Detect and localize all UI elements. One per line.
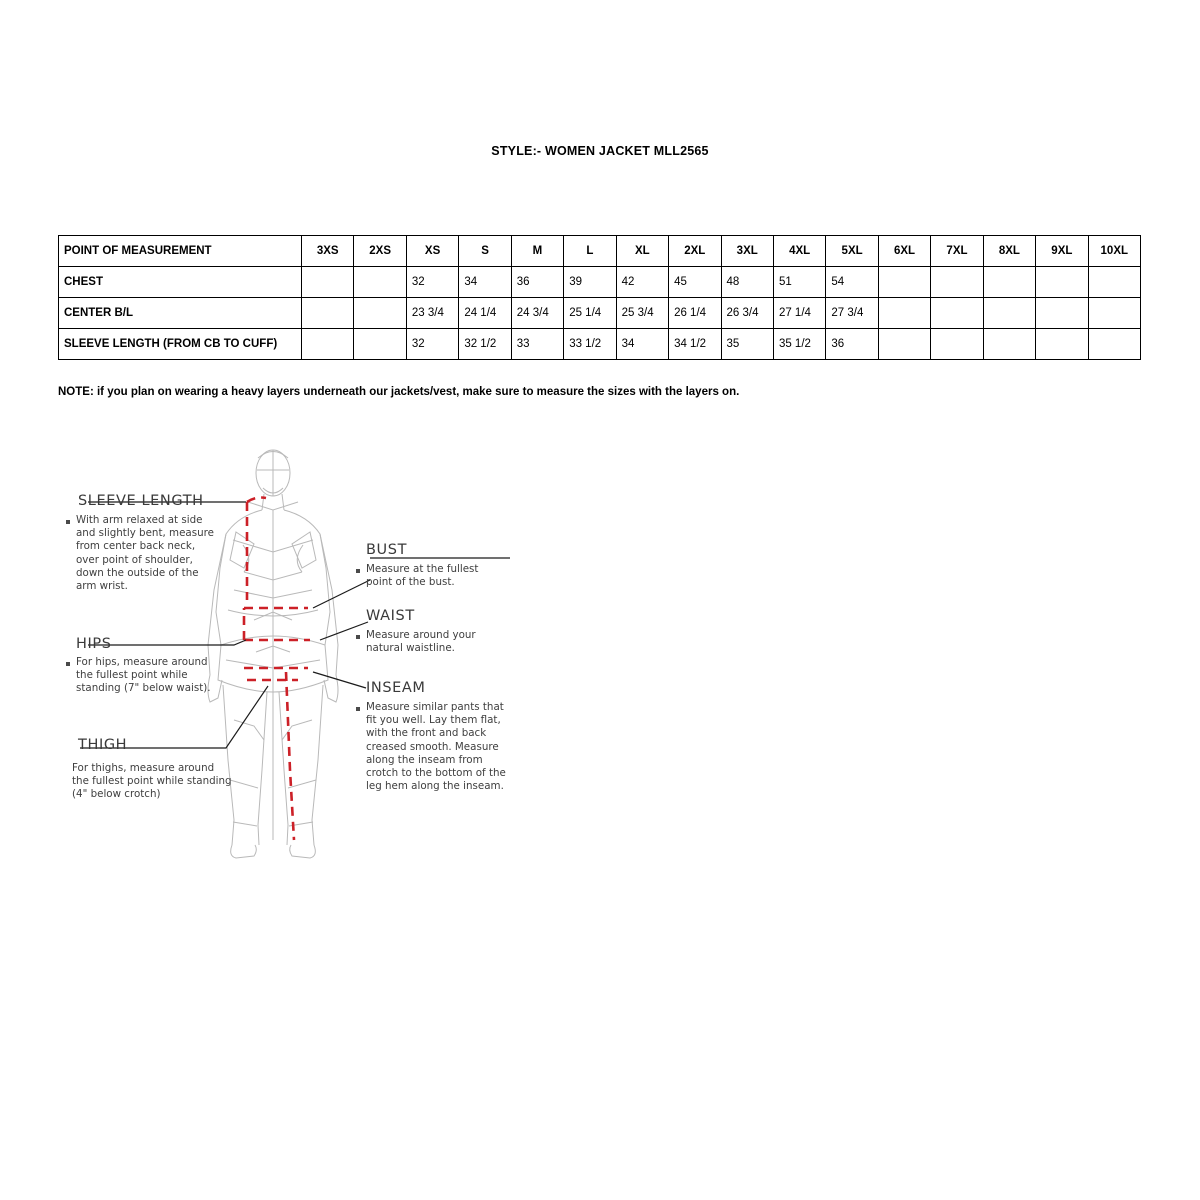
column-header-size: XS — [406, 236, 458, 267]
table-cell — [931, 267, 983, 298]
table-cell — [983, 298, 1035, 329]
table-row — [59, 267, 1141, 298]
measurement-guide-figure — [58, 440, 578, 870]
column-header-size: S — [459, 236, 511, 267]
table-cell: 36 — [826, 329, 878, 360]
table-cell — [354, 267, 406, 298]
table-cell — [878, 267, 930, 298]
table-row — [59, 329, 1141, 360]
table-cell: 54 — [826, 267, 878, 298]
column-header-size: L — [564, 236, 616, 267]
column-header-size: 4XL — [773, 236, 825, 267]
bullet-icon — [66, 520, 70, 524]
table-cell: 34 — [459, 267, 511, 298]
column-header-size: 10XL — [1088, 236, 1140, 267]
size-chart-note: NOTE: if you plan on wearing a heavy layers underneath our jackets/vest, make sure to measure the sizes with the layers on. — [58, 386, 740, 398]
table-cell — [931, 298, 983, 329]
table-cell — [983, 329, 1035, 360]
bullet-icon — [356, 707, 360, 711]
column-header-size: 2XL — [669, 236, 721, 267]
table-cell: 26 3/4 — [721, 298, 773, 329]
column-header-size: M — [511, 236, 563, 267]
table-cell: 25 1/4 — [564, 298, 616, 329]
table-header-row — [59, 236, 1141, 267]
callout-heading-bust: BUST — [366, 542, 408, 558]
callout-body-inseam: Measure similar pants that fit you well. Lay them flat, with the front and back creased smooth. Measure along the inseam from crotch to the bottom of the leg hem along the inseam. — [366, 701, 506, 793]
size-chart-table-wrapper — [58, 235, 1141, 360]
table-cell — [1088, 329, 1140, 360]
table-cell — [354, 329, 406, 360]
callout-heading-thigh: THIGH — [78, 737, 128, 753]
table-cell — [983, 267, 1035, 298]
table-cell: 25 3/4 — [616, 298, 668, 329]
page-title: STYLE:- WOMEN JACKET MLL2565 — [491, 144, 709, 158]
size-chart-table — [58, 235, 1141, 360]
column-header-point-of-measurement: POINT OF MEASUREMENT — [59, 236, 302, 267]
table-cell — [1036, 267, 1088, 298]
table-cell: 39 — [564, 267, 616, 298]
column-header-size: XL — [616, 236, 668, 267]
column-header-size: 8XL — [983, 236, 1035, 267]
table-cell: 34 — [616, 329, 668, 360]
table-cell — [1088, 267, 1140, 298]
table-cell — [878, 298, 930, 329]
column-header-size: 3XL — [721, 236, 773, 267]
table-cell: 32 — [406, 329, 458, 360]
column-header-size: 2XS — [354, 236, 406, 267]
table-cell: 34 1/2 — [669, 329, 721, 360]
table-cell: 45 — [669, 267, 721, 298]
table-cell — [931, 329, 983, 360]
table-cell — [1036, 329, 1088, 360]
table-cell: 32 1/2 — [459, 329, 511, 360]
callout-heading-inseam: INSEAM — [366, 680, 426, 696]
table-cell — [302, 298, 354, 329]
table-cell: 35 — [721, 329, 773, 360]
table-cell: 26 1/4 — [669, 298, 721, 329]
table-cell — [1036, 298, 1088, 329]
leader-inseam-connector — [313, 672, 366, 688]
table-cell: 36 — [511, 267, 563, 298]
bullet-icon — [66, 662, 70, 666]
table-row — [59, 298, 1141, 329]
table-cell: 23 3/4 — [406, 298, 458, 329]
callout-heading-hips: HIPS — [76, 636, 112, 652]
column-header-size: 6XL — [878, 236, 930, 267]
callout-heading-sleeve-length: SLEEVE LENGTH — [78, 493, 204, 509]
column-header-size: 3XS — [302, 236, 354, 267]
column-header-size: 9XL — [1036, 236, 1088, 267]
bullet-icon — [356, 635, 360, 639]
table-cell — [302, 267, 354, 298]
table-cell: 27 3/4 — [826, 298, 878, 329]
table-cell: 33 — [511, 329, 563, 360]
column-header-size: 5XL — [826, 236, 878, 267]
callout-body-waist: Measure around your natural waistline. — [366, 629, 476, 655]
table-cell: 24 1/4 — [459, 298, 511, 329]
row-label-sleeve-length: SLEEVE LENGTH (FROM CB TO CUFF) — [59, 329, 302, 360]
table-cell: 24 3/4 — [511, 298, 563, 329]
table-cell: 33 1/2 — [564, 329, 616, 360]
table-cell — [1088, 298, 1140, 329]
table-cell: 32 — [406, 267, 458, 298]
row-label-chest: CHEST — [59, 267, 302, 298]
callout-body-thigh: For thighs, measure around the fullest point while standing (4" below crotch) — [72, 762, 232, 801]
table-cell: 48 — [721, 267, 773, 298]
table-cell: 42 — [616, 267, 668, 298]
table-cell: 35 1/2 — [773, 329, 825, 360]
callout-body-hips: For hips, measure around the fullest point while standing (7" below waist). — [76, 656, 211, 695]
callout-body-sleeve-length: With arm relaxed at side and slightly bent, measure from center back neck, over point of shoulder, down the outside of the arm wrist. — [76, 514, 214, 593]
table-cell — [354, 298, 406, 329]
leader-bust-connector — [313, 580, 370, 608]
callout-body-bust: Measure at the fullest point of the bust. — [366, 563, 479, 589]
table-cell — [302, 329, 354, 360]
column-header-size: 7XL — [931, 236, 983, 267]
table-cell: 27 1/4 — [773, 298, 825, 329]
table-cell: 51 — [773, 267, 825, 298]
table-cell — [878, 329, 930, 360]
bullet-icon — [356, 569, 360, 573]
callout-heading-waist: WAIST — [366, 608, 415, 624]
row-label-center-bl: CENTER B/L — [59, 298, 302, 329]
